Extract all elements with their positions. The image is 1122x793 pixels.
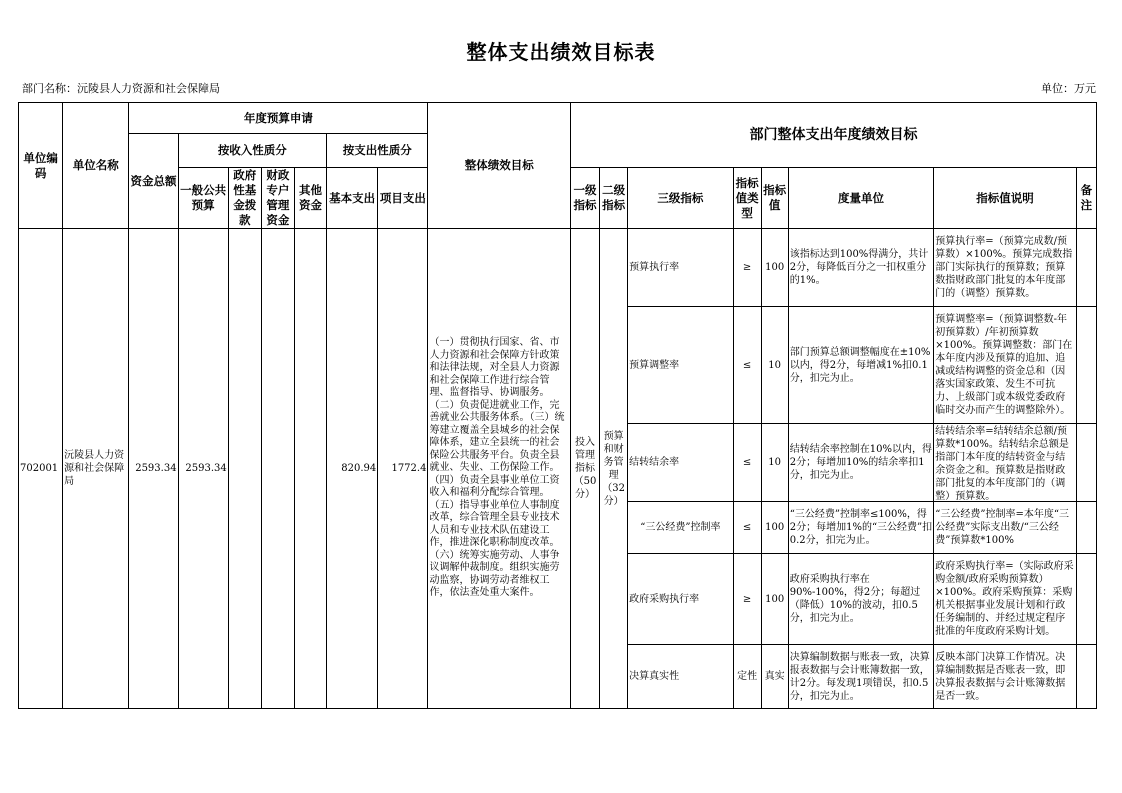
- header-general-budget: 一般公共预算: [178, 168, 228, 229]
- indicator-remark: [1076, 502, 1096, 554]
- indicator-measure: 部门预算总额调整幅度在±10%以内，得2分，每增减1%扣0.1分，扣完为止。: [788, 307, 934, 424]
- header-other-funds: 其他资金: [294, 168, 326, 229]
- header-level2: 二级指标: [600, 168, 628, 229]
- indicator-type: ≤: [733, 424, 761, 502]
- indicator-desc-text: 反映本部门决算工作情况。决算编制数据是否账表一致，即决算报表数据与会计账簿数据是否一致。: [935, 651, 1066, 702]
- header-project-expense: 项目支出: [378, 168, 428, 229]
- header-gov-fund: 政府性基金拨款: [228, 168, 261, 229]
- indicator-desc-text: 预算执行率=（预算完成数/预算数）×100%。预算完成数指部门实际执行的预算数；预算数指财政部门批复的本年度部门的（调整）预算数。: [935, 236, 1073, 299]
- indicator-measure: [788, 502, 934, 554]
- level2-cell: 预算和财务管理（32分）: [600, 229, 628, 709]
- indicator-value: 100: [761, 554, 788, 645]
- level1-cell: 投入管理指标（50分）: [570, 229, 599, 709]
- basic-expense-cell: 820.94: [327, 229, 378, 709]
- indicator-value: 10: [761, 424, 788, 502]
- gov-fund-cell: [228, 229, 261, 709]
- indicator-value: 100: [761, 229, 788, 307]
- indicator-measure: 决算编制数据与账表一致，决算报表数据与会计账簿数据一致，计2分。每发现1项错误，扣0.5分，扣完为止。: [788, 645, 934, 709]
- indicator-desc: [934, 645, 1077, 709]
- indicator-type: ≤: [733, 307, 761, 424]
- indicator-remark: [1076, 645, 1096, 709]
- unit-code-cell: 702001: [19, 229, 63, 709]
- header-basic-expense: 基本支出: [327, 168, 378, 229]
- indicator-measure-text: “三公经费”控制率≤100%，得2分；每增加1%的“三公经费”扣0.2分，扣完为止。: [789, 509, 933, 546]
- indicator-remark: [1076, 554, 1096, 645]
- fiscal-special-cell: [261, 229, 294, 709]
- indicator-type: ≥: [733, 229, 761, 307]
- header-unit-name: 单位名称: [63, 103, 129, 229]
- unit-label: 单位：万元: [1041, 82, 1096, 95]
- header-fiscal-special: 财政专户管理资金: [261, 168, 294, 229]
- indicator-type: ≥: [733, 554, 761, 645]
- indicator-measure: 政府采购执行率在90%-100%，得2分；每超过（降低）10%的波动，扣0.5分，扣完为止。: [788, 554, 934, 645]
- indicator-name: “三公经费”控制率: [628, 502, 733, 554]
- header-indicator-value: 指标值: [761, 168, 788, 229]
- indicator-type: ≤: [733, 502, 761, 554]
- header-indicator-type: 指标值类型: [733, 168, 761, 229]
- indicator-desc-text: 结转结余率=结转结余总额/预算数*100%。结转结余总额是指部门本年度的结转资金与结余资金之和。预算数是指财政部门批复的本年度部门的（调整）预算数。: [935, 425, 1069, 501]
- indicator-name: 结转结余率: [628, 424, 733, 502]
- department-name: 部门名称：沅陵县人力资源和社会保障局: [22, 82, 220, 95]
- total-funds-cell: 2593.34: [129, 229, 178, 709]
- indicator-name: 预算执行率: [628, 229, 733, 307]
- indicator-desc: [934, 424, 1077, 502]
- indicator-desc-text: “三公经费”控制率=本年度“三公经费”实际支出数/“三公经费”预算数*100%: [935, 509, 1069, 546]
- indicator-type: 定性: [733, 645, 761, 709]
- indicator-desc-text: 预算调整率=（预算调整数-年初预算数）/年初预算数×100%。预算调整数：部门在本年度内涉及预算的追加、追减或结构调整的资金总和（因落实国家政策、发生不可抗力、上级部门或本级党委政府临时交办而产生的调整除外）。: [935, 314, 1073, 416]
- header-measure-unit: 度量单位: [788, 168, 934, 229]
- indicator-measure: 该指标达到100%得满分，共计2分，每降低百分之一扣权重分的1%。: [788, 229, 934, 307]
- indicator-value: 真实: [761, 645, 788, 709]
- header-overall-target: 整体绩效目标: [428, 103, 571, 229]
- general-budget-cell: 2593.34: [178, 229, 228, 709]
- header-remark: 备注: [1076, 168, 1096, 229]
- indicator-measure: 结转结余率控制在10%以内，得2分；每增加10%的结余率扣1分，扣完为止。: [788, 424, 934, 502]
- indicator-name: 政府采购执行率: [628, 554, 733, 645]
- header-level3: 三级指标: [628, 168, 733, 229]
- header-by-income: 按收入性质分: [178, 134, 327, 168]
- indicator-remark: [1076, 307, 1096, 424]
- indicator-name: 预算调整率: [628, 307, 733, 424]
- header-indicator-desc: 指标值说明: [934, 168, 1077, 229]
- header-level1: 一级指标: [570, 168, 599, 229]
- header-annual-budget: 年度预算申请: [129, 103, 428, 134]
- header-dept-annual-target: 部门整体支出年度绩效目标: [570, 103, 1096, 168]
- overall-target-cell: （一）贯彻执行国家、省、市人力资源和社会保障方针政策和法律法规，对全县人力资源和社会保障工作进行综合管理、监督指导、协调服务。（二）负责促进就业工作，完善就业公共服务体系。（三）统筹建立覆盖全县城乡的社会保障体系，建立全县统一的社会保险公共服务平台。负责全县就业、失业、工伤保险工作。（四）负责全县事业单位工资收入和福利分配综合管理。（五）指导事业单位人事制度改革，综合管理全县专业技术人员和专业技术队伍建设工作，推进深化职称制度改革。（六）统筹实施劳动、人事争议调解仲裁制度。组织实施劳动监察，协调劳动者维权工作，依法查处重大案件。: [428, 229, 571, 709]
- performance-target-table: [18, 102, 1097, 709]
- indicator-desc: [934, 502, 1077, 554]
- indicator-remark: [1076, 424, 1096, 502]
- indicator-value: 100: [761, 502, 788, 554]
- header-total-funds: 资金总额: [129, 134, 178, 229]
- header-by-expense: 按支出性质分: [327, 134, 428, 168]
- unit-name-cell: 沅陵县人力资源和社会保障局: [63, 229, 129, 709]
- project-expense-cell: 1772.4: [378, 229, 428, 709]
- indicator-name: 决算真实性: [628, 645, 733, 709]
- indicator-desc: [934, 307, 1077, 424]
- indicator-remark: [1076, 229, 1096, 307]
- page-title: 整体支出绩效目标表: [466, 40, 656, 64]
- indicator-desc: [934, 229, 1077, 307]
- indicator-desc: [934, 554, 1077, 645]
- indicator-desc-text: 政府采购执行率=（实际政府采购金额/政府采购预算数）×100%。政府采购预算：采购机关根据事业发展计划和行政任务编制的、并经过规定程序批准的年度政府采购计划。: [935, 561, 1074, 637]
- indicator-value: 10: [761, 307, 788, 424]
- header-unit-code: 单位编码: [19, 103, 63, 229]
- other-funds-cell: [294, 229, 326, 709]
